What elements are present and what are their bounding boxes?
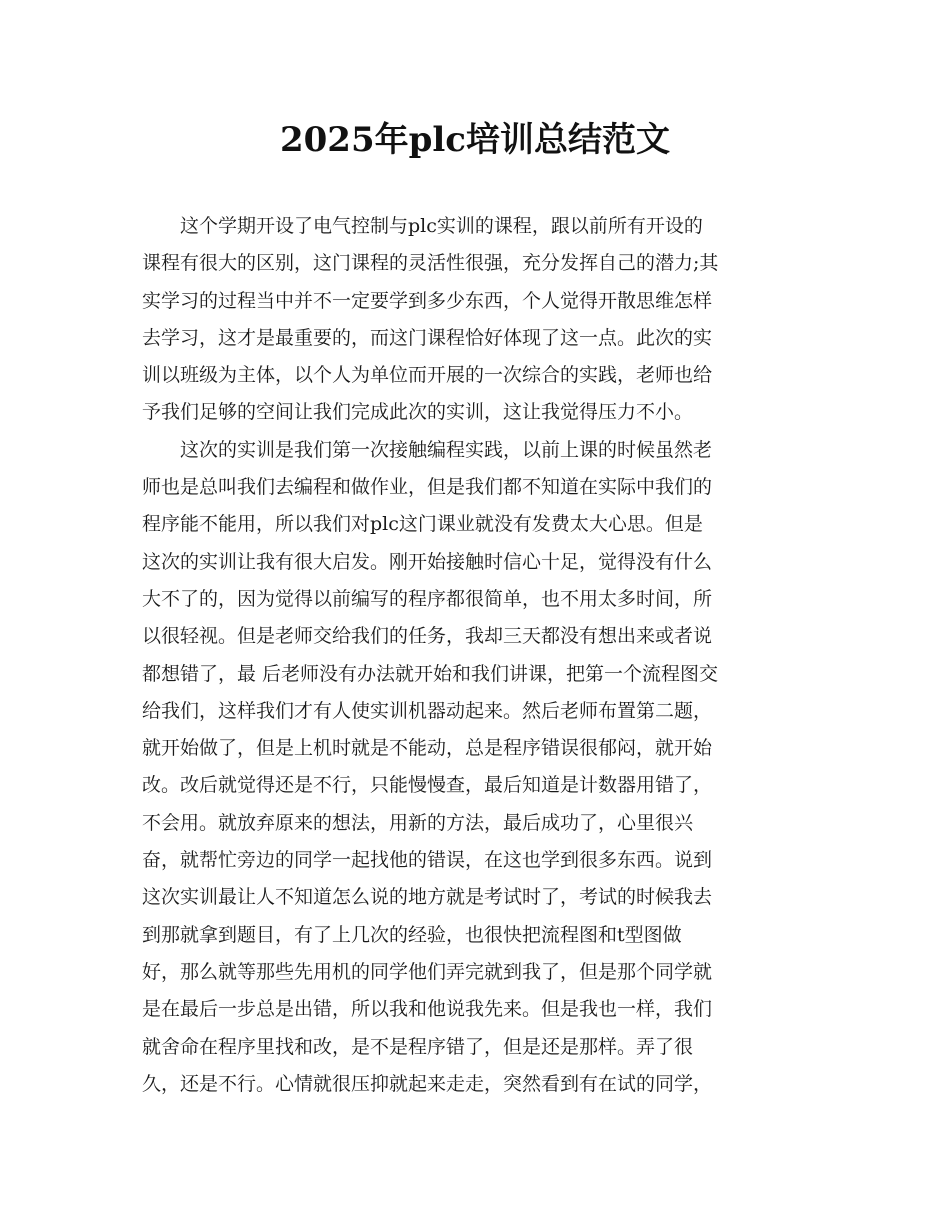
document-title: 2025年plc培训总结范文: [279, 120, 671, 160]
paragraph-2-line-7: 都想错了，最 后老师没有办法就开始和我们讲课，把第一个流程图交: [142, 662, 719, 685]
paragraph-2-line-4: 这次的实训让我有很大启发。刚开始接触时信心十足，觉得没有什么: [142, 550, 713, 573]
paragraph-2-line-6: 以很轻视。但是老师交给我们的任务，我却三天都没有想出来或者说: [142, 625, 713, 648]
paragraph-2-line-15: 好，那么就等那些先用机的同学他们弄完就到我了，但是那个同学就: [142, 960, 713, 983]
paragraph-2-line-9: 就开始做了，但是上机时就是不能动，总是程序错误很郁闷，就开始: [142, 737, 713, 760]
paragraph-1-line-6: 予我们足够的空间让我们完成此次的实训，这让我觉得压力不小。: [142, 401, 694, 424]
paragraph-1-line-2: 课程有很大的区别，这门课程的灵活性很强，充分发挥自己的潜力;其: [142, 252, 719, 275]
paragraph-1-line-5: 训以班级为主体，以个人为单位而开展的一次综合的实践，老师也给: [142, 364, 713, 387]
paragraph-1-line-4: 去学习，这才是最重要的，而这门课程恰好体现了这一点。此次的实: [142, 326, 713, 349]
paragraph-2-line-13: 这次实训最让人不知道怎么说的地方就是考试时了，考试的时候我去: [142, 886, 713, 909]
paragraph-2-line-3: 程序能不能用，所以我们对plc这门课业就没有发费太大心思。但是: [142, 513, 703, 536]
paragraph-2-line-16: 是在最后一步总是出错，所以我和他说我先来。但是我也一样，我们: [142, 998, 713, 1021]
paragraph-1-line-1: 这个学期开设了电气控制与plc实训的课程，跟以前所有开设的: [180, 215, 703, 237]
paragraph-2-line-8: 给我们，这样我们才有人使实训机器动起来。然后老师布置第二题，: [142, 699, 713, 722]
document-body: [142, 208, 808, 1103]
paragraph-2-line-14: 到那就拿到题目，有了上几次的经验，也很快把流程图和t型图做: [142, 923, 682, 946]
paragraph-1-line-3: 实学习的过程当中并不一定要学到多少东西，个人觉得开散思维怎样: [142, 289, 713, 312]
paragraph-2-line-10: 改。改后就觉得还是不行，只能慢慢查，最后知道是计数器用错了，: [142, 774, 713, 797]
paragraph-2-line-5: 大不了的，因为觉得以前编写的程序都很简单，也不用太多时间，所: [142, 587, 713, 610]
paragraph-2-line-11: 不会用。就放弃原来的想法，用新的方法，最后成功了，心里很兴: [142, 811, 694, 834]
paragraph-2-line-12: 奋，就帮忙旁边的同学一起找他的错误，在这也学到很多东西。说到: [142, 849, 713, 872]
paragraph-2-line-18: 久，还是不行。心情就很压抑就起来走走，突然看到有在试的同学，: [142, 1072, 713, 1095]
paragraph-2-line-17: 就舍命在程序里找和改，是不是程序错了，但是还是那样。弄了很: [142, 1035, 694, 1058]
paragraph-2-line-2: 师也是总叫我们去编程和做作业，但是我们都不知道在实际中我们的: [142, 476, 713, 499]
paragraph-2-line-1: 这次的实训是我们第一次接触编程实践，以前上课的时候虽然老: [180, 438, 713, 461]
